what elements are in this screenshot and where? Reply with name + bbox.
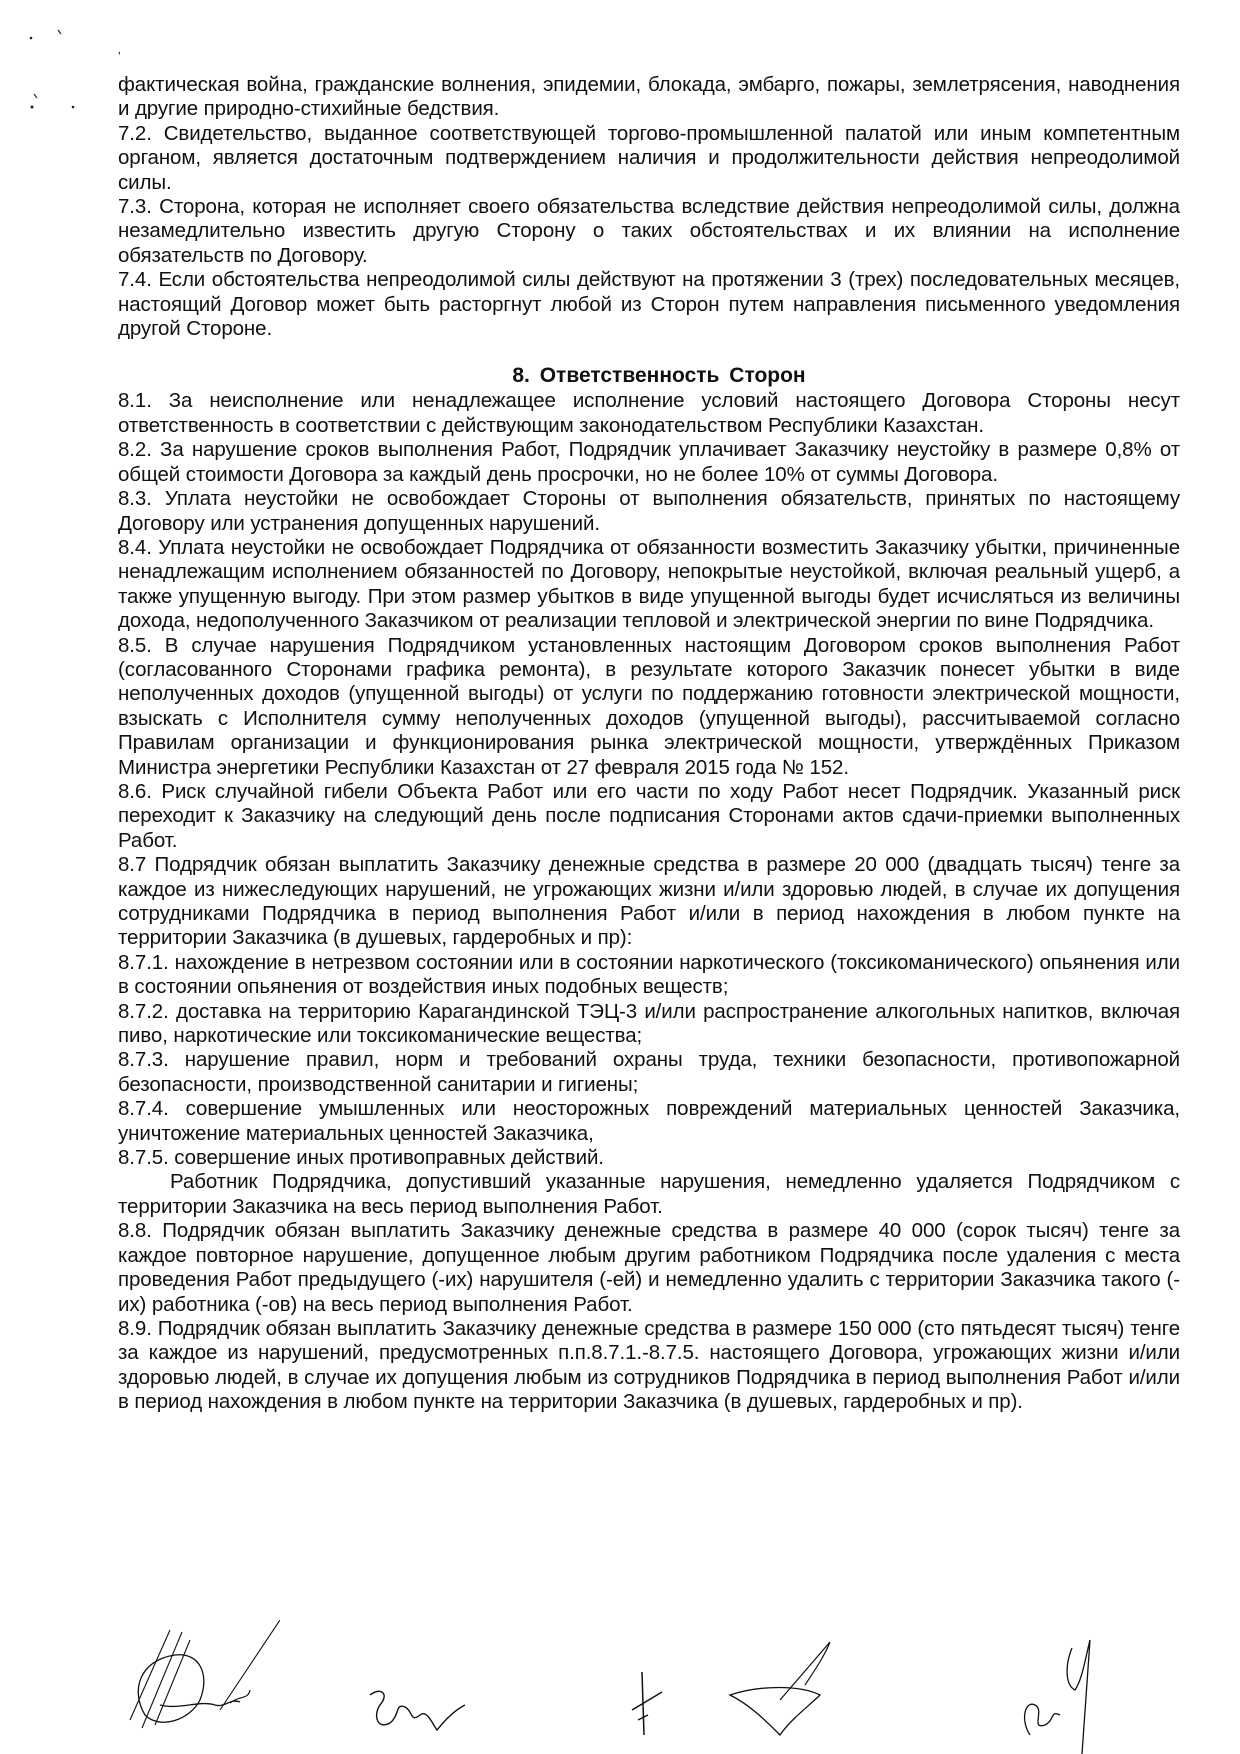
- signature-5: [1000, 1620, 1100, 1754]
- signature-3: [630, 1670, 670, 1740]
- paragraph-8-7-3: 8.7.3. нарушение правил, норм и требований охраны труда, техники безопасности, противопожарной безопасности, производственной санитарии и гигиены;: [118, 1048, 1180, 1096]
- scan-specks: [0, 0, 120, 140]
- section-7-continuation: [118, 73, 1180, 341]
- signature-1: [100, 1620, 280, 1740]
- paragraph-8-7: 8.7 Подрядчик обязан выплатить Заказчику денежные средства в размере 20 000 (двадцать тысяч) тенге за каждое из нижеследующих нарушений, не угрожающих жизни и/или здоровью людей, в случае их допущения сотрудниками Подрядчика в период выполнения Работ и/или в период нахождения в любом пункте на территории Заказчика (в душевых, гардеробных и пр):: [118, 853, 1180, 950]
- signature-2: [365, 1685, 475, 1745]
- paragraph-7-2: 7.2. Свидетельство, выданное соответствующей торгово-промышленной палатой или иным компетентным органом, является достаточным подтверждением наличия и продолжительности действия непреодолимой силы.: [118, 121, 1180, 194]
- paragraph-7-3: 7.3. Сторона, которая не исполняет своего обязательства вследствие действия непреодолимой силы, должна незамедлительно известить другую Сторону о таких обстоятельствах и их влиянии на исполнение обязательств по Договору.: [118, 195, 1180, 267]
- paragraph-8-7-1: 8.7.1. нахождение в нетрезвом состоянии или в состоянии наркотического (токсикоманического) опьянения или в состоянии опьянения от воздействия иных подобных веществ;: [118, 950, 1180, 999]
- section-8: [118, 389, 1180, 1414]
- paragraph-8-7-5: 8.7.5. совершение иных противоправных действий.: [118, 1146, 604, 1170]
- paragraph-7-4: 7.4. Если обстоятельства непреодолимой силы действуют на протяжении 3 (трех) последовательных месяцев, настоящий Договор может быть расторгнут любой из Сторон путем направления письменного уведомления другой Стороне.: [118, 268, 1180, 341]
- paragraph-8-4: 8.4. Уплата неустойки не освобождает Подрядчика от обязанности возместить Заказчику убытки, причиненные ненадлежащим исполнением обязанностей по Договору, непокрытые неустойкой, включая реальный ущерб, а также упущенную выгоду. При этом размер убытков в виде упущенной выгоды будет исчисляться из величины дохода, недополученного Заказчиком от реализации тепловой и электрической энергии по вине Подрядчика.: [118, 535, 1180, 633]
- paragraph-8-6: 8.6. Риск случайной гибели Объекта Работ или его части по ходу Работ несет Подрядчик. Указанный риск переходит к Заказчику на следующий день после подписания Сторонами актов сдачи-приемки выполненных Работ.: [118, 779, 1180, 852]
- paragraph-8-7-4: 8.7.4. совершение умышленных или неосторожных повреждений материальных ценностей Заказчика, уничтожение материальных ценностей Заказчика,: [118, 1097, 1180, 1145]
- paragraph-7-1-tail: фактическая война, гражданские волнения, эпидемии, блокада, эмбарго, пожары, землетрясения, наводнения и другие природно-стихийные бедствия.: [118, 73, 1180, 121]
- paragraph-worker-removal: Работник Подрядчика, допустивший указанные нарушения, немедленно удаляется Подрядчиком с территории Заказчика на весь период выполнения Работ.: [118, 1170, 1180, 1218]
- paragraph-8-3: 8.3. Уплата неустойки не освобождает Стороны от выполнения обязательств, принятых по настоящему Договору или устранения допущенных нарушений.: [118, 487, 1180, 535]
- paragraph-8-1: 8.1. За неисполнение или ненадлежащее исполнение условий настоящего Договора Стороны несут ответственность в соответствии с действующим законодательством Республики Казахстан.: [118, 389, 1180, 437]
- document-page: [118, 73, 1180, 1415]
- paragraph-8-5: 8.5. В случае нарушения Подрядчиком установленных настоящим Договором сроков выполнения Работ (согласованного Сторонами графика ремонта), в результате которого Заказчик понесет убытки в виде неполученных доходов (упущенной выгоды) от услуги по поддержанию готовности электрической мощности, взыскать с Исполнителя сумму неполученных доходов (упущенной выгоды), рассчитываемой согласно Правилам организации и функционирования рынка электрической мощности, утверждённых Приказом Министра энергетики Республики Казахстан от 27 февраля 2015 года № 152.: [118, 633, 1180, 779]
- signature-4: [720, 1640, 840, 1740]
- section-8-heading: 8. Ответственность Сторон: [512, 364, 806, 388]
- paragraph-8-7-2: 8.7.2. доставка на территорию Карагандинской ТЭЦ-3 и/или распространение алкогольных напитков, включая пиво, наркотические или токсикоманические вещества;: [118, 999, 1180, 1048]
- paragraph-8-8: 8.8. Подрядчик обязан выплатить Заказчику денежные средства в размере 40 000 (сорок тысяч) тенге за каждое повторное нарушение, допущенное любым другим работником Подрядчика после удаления с места проведения Работ предыдущего (-их) нарушителя (-ей) и немедленно удалить с территории Заказчика такого (-их) работника (-ов) на весь период выполнения Работ.: [118, 1219, 1180, 1316]
- paragraph-8-9: 8.9. Подрядчик обязан выплатить Заказчику денежные средства в размере 150 000 (сто пятьдесят тысяч) тенге за каждое из нарушений, предусмотренных п.п.8.7.1.-8.7.5. настоящего Договора, угрожающих жизни и/или здоровью людей, в случае их допущения любым из сотрудников Подрядчика в период выполнения Работ и/или в период нахождения в любом пункте на территории Заказчика (в душевых, гардеробных и пр).: [118, 1316, 1180, 1414]
- paragraph-8-2: 8.2. За нарушение сроков выполнения Работ, Подрядчик уплачивает Заказчику неустойку в размере 0,8% от общей стоимости Договора за каждый день просрочки, но не более 10% от суммы Договора.: [118, 438, 1180, 486]
